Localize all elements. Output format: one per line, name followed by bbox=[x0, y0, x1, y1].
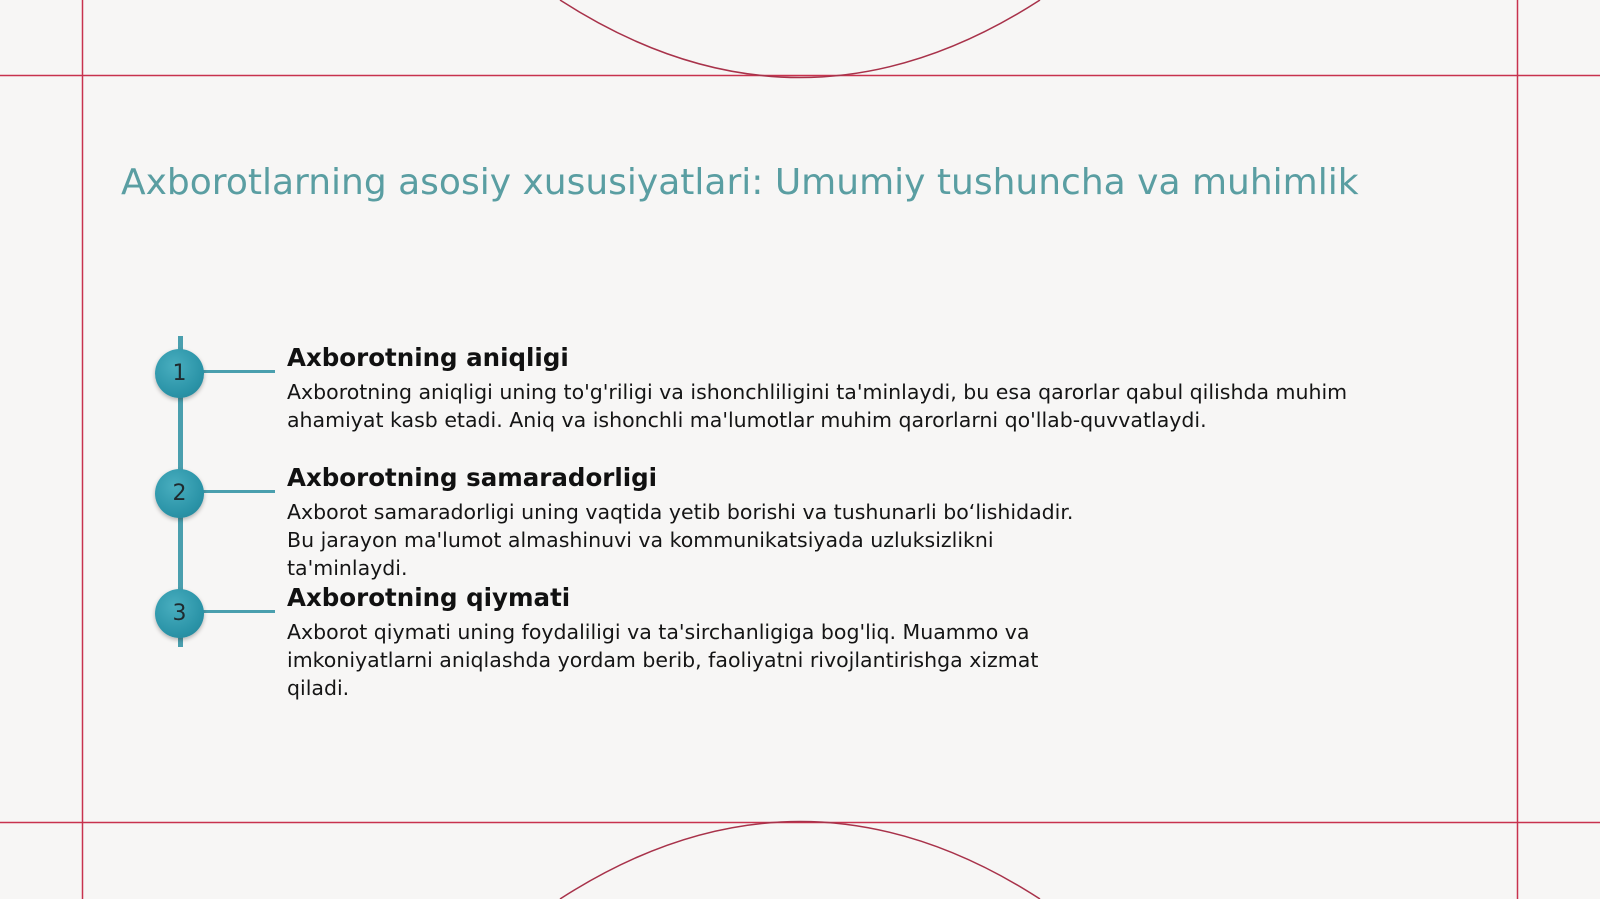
step-number-badge-2: 2 bbox=[155, 469, 204, 518]
step-heading-accuracy: Axborotning aniqligi bbox=[287, 343, 569, 372]
timeline-connector-1 bbox=[200, 370, 275, 373]
step-heading-efficiency: Axborotning samaradorligi bbox=[287, 463, 658, 492]
step-description-accuracy: Axborotning aniqligi uning to'g'riligi va ishonchliligini ta'minlaydi, bu esa qarorlar qabul qilishda muhim ahamiyat kasb etadi. Aniq va ishonchli ma'lumotlar muhim qarorlarni qo'llab-quvvatlaydi. bbox=[287, 380, 1348, 432]
step-heading-value: Axborotning qiymati bbox=[287, 583, 571, 612]
timeline-connector-3 bbox=[200, 610, 275, 613]
step-description-value: Axborot qiymati uning foydaliligi va ta'sirchanligiga bog'liq. Muammo va imkoniyatlarni aniqlashda yordam berib, faoliyatni rivojlantirishga xizmat qiladi. bbox=[287, 620, 1039, 700]
slide-title: Axborotlarning asosiy xususiyatlari: Umumiy tushuncha va muhimlik bbox=[121, 162, 1359, 203]
step-number-badge-3: 3 bbox=[155, 589, 204, 638]
step-description-efficiency: Axborot samaradorligi uning vaqtida yetib borishi va tushunarli bo‘lishidadir. Bu jarayon ma'lumot almashinuvi va kommunikatsiyada uzluksizlikni ta'minlaydi. bbox=[287, 500, 1074, 580]
frame-arc-top bbox=[560, 0, 1040, 78]
timeline-connector-2 bbox=[200, 490, 275, 493]
step-number-badge-1: 1 bbox=[155, 349, 204, 398]
frame-arc-bottom bbox=[560, 822, 1040, 899]
